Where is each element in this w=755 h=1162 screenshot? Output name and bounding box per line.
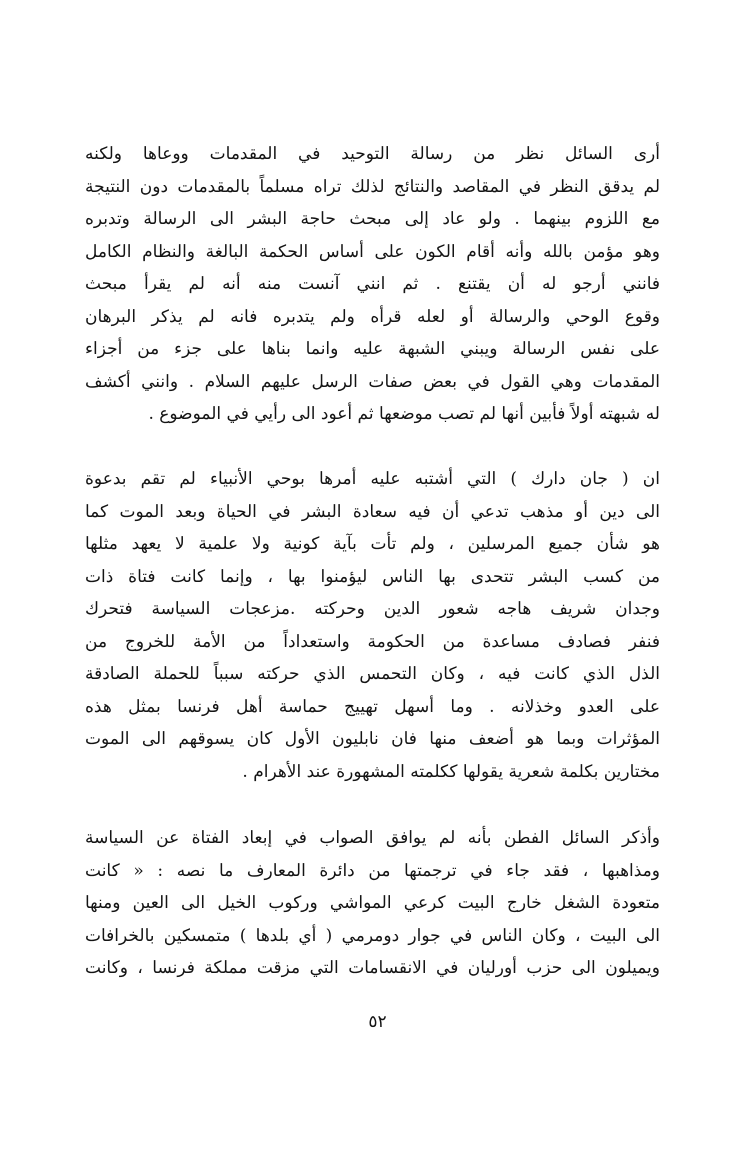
text-line: المقدمات وهي القول في بعض صفات الرسل عليهم السلام . وانني أكشف <box>85 371 660 392</box>
text-line: على العدو وخذلانه . وما أسهل تهييج حماسة أهل فرنسا بمثل هذه <box>85 696 660 717</box>
text-line: من كسب البشر تتحدى بها الناس ليؤمنوا بها ، وإنما كانت فتاة ذات <box>85 566 660 587</box>
text-line: وجدان شريف هاجه شعور الدين وحركته .مزعجات السياسة فتحرك <box>85 599 660 619</box>
page-number: ٥٢ <box>368 1012 387 1032</box>
paragraph-3 <box>85 822 660 985</box>
paragraph-2 <box>85 463 660 788</box>
text-line: وهو مؤمن بالله وأنه أقام الكون على أساس الحكمة البالغة والنظام الكامل <box>85 241 660 262</box>
text-line: ومذاهبها ، فقد جاء في ترجمتها من دائرة المعارف ما نصه : « كانت <box>85 860 660 881</box>
text-line: الذل الذي كانت فيه ، وكان التحمس الذي حركته سبباً للحملة الصادقة <box>85 664 660 684</box>
text-line: ان ( جان دارك ) التي أشتبه عليه أمرها بوحي الأنبياء لم تقم بدعوة <box>85 469 660 489</box>
text-line: فانني أرجو له أن يقتنع . ثم انني آنست منه أنه لم يقرأ مبحث <box>85 274 660 294</box>
text-line: وقوع الوحي والرسالة أو لعله قرأه ولم يتدبره فانه لم يذكر البرهان <box>85 306 660 327</box>
text-line: له شبهته أولاً فأبين أنها لم تصب موضعها ثم أعود الى رأيي في الموضوع . <box>148 404 660 424</box>
text-line: المؤثرات وبما هو أضعف منها فان نابليون الأول كان يسوقهم الى الموت <box>85 729 660 749</box>
text-line: هو شأن جميع المرسلين ، ولم تأت بآية كونية ولا علمية لا يعهد مثلها <box>85 534 660 554</box>
text-line: ويميلون الى حزب أورليان في الانقسامات التي مزقت مملكة فرنسا ، وكانت <box>85 958 660 978</box>
paragraph-1 <box>85 138 660 431</box>
text-line: متعودة الشغل خارج البيت كرعي المواشي وركوب الخيل الى العين ومنها <box>85 893 660 913</box>
text-line: مختارين بكلمة شعرية يقولها ككلمته المشهورة عند الأهرام . <box>242 761 660 782</box>
text-line: لم يدقق النظر في المقاصد والنتائج لذلك تراه مسلماً بالمقدمات دون النتيجة <box>85 176 660 197</box>
text-line: فنفر فصادف مساعدة من الحكومة واستعداداً من الأمة للخروج من <box>85 631 660 652</box>
text-line: وأذكر السائل الفطن بأنه لم يوافق الصواب في إبعاد الفتاة عن السياسة <box>85 828 660 848</box>
text-line: أرى السائل نظر من رسالة التوحيد في المقدمات ووعاها ولكنه <box>85 144 660 164</box>
text-line: الى دين أو مذهب تدعي أن فيه سعادة البشر في الحياة وبعد الموت كما <box>85 501 660 522</box>
text-line: مع اللزوم بينهما . ولو عاد إلى مبحث حاجة البشر الى الرسالة وتدبره <box>85 209 660 229</box>
text-line: الى البيت ، وكان الناس في جوار دومرمي ( أي بلدها ) متمسكين بالخرافات <box>85 925 660 946</box>
text-line: على نفس الرسالة ويبني الشبهة عليه وانما بناها على جزء من أجزاء <box>85 339 660 359</box>
